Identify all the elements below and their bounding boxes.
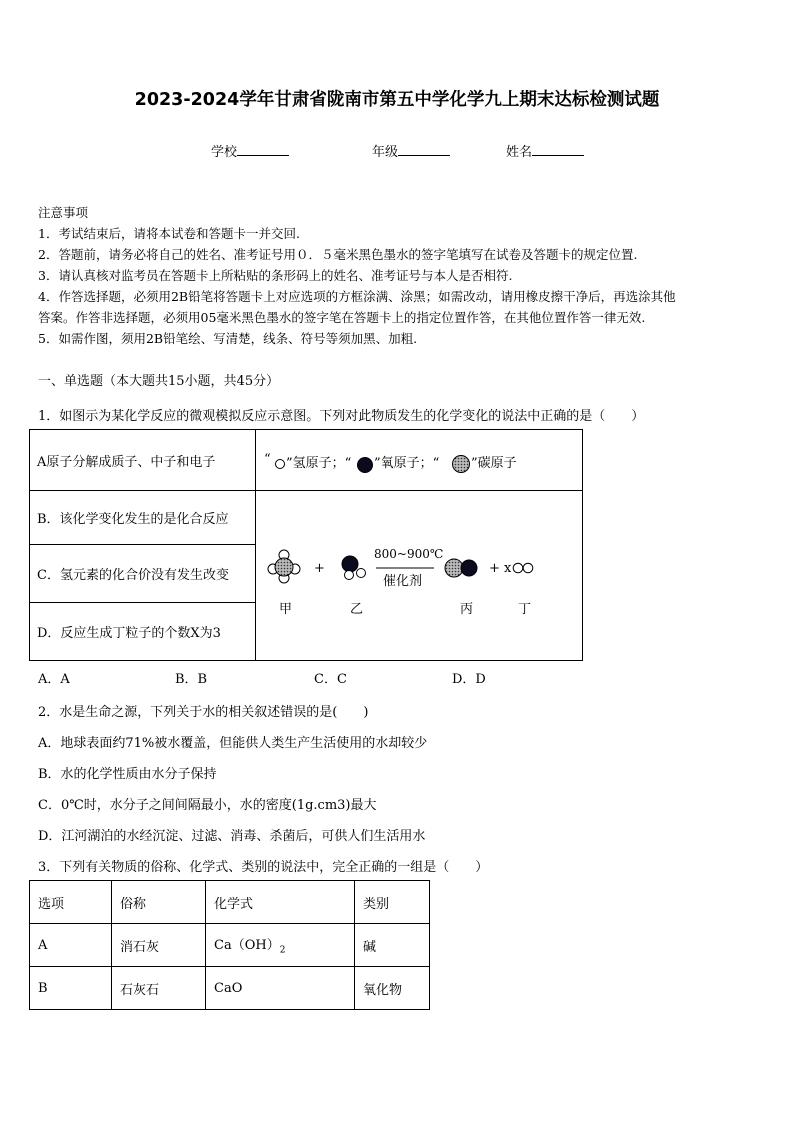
table-header-cell: 化学式 — [206, 881, 355, 924]
label-bing: 丙 — [460, 601, 474, 617]
q1-legend — [256, 430, 583, 491]
table-cell-formula — [206, 924, 355, 967]
q2-option-b[interactable]: B．水的化学性质由水分子保持 — [38, 767, 217, 782]
q1-row-d — [30, 603, 256, 661]
q1-row-d-text: D．反应生成丁粒子的个数X为3 — [37, 626, 221, 641]
section-heading: 一、单选题（本大题共15小题，共45分） — [38, 374, 280, 389]
school-field[interactable] — [211, 141, 289, 160]
table-cell: B — [30, 967, 112, 1010]
carbon-monoxide-molecule-icon — [445, 559, 477, 577]
legend-hydrogen: ”氢原子；“ — [286, 456, 352, 471]
carbon-atom-icon — [451, 454, 471, 474]
table-cell: CaO — [206, 967, 355, 1010]
q2-option-d[interactable]: D．江河湖泊的水经沉淀、过滤、消毒、杀菌后，可供人们生活用水 — [38, 829, 426, 844]
q2-option-a[interactable]: A．地球表面约71%被水覆盖，但能供人类生产生活使用的水却较少 — [38, 736, 428, 751]
table-header-cell: 俗称 — [112, 881, 206, 924]
plus-x-sign: + x — [489, 560, 512, 576]
table-cell: 碱 — [355, 924, 430, 967]
question-1-stem: 1．如图示为某化学反应的微观模拟反应示意图。下列对此物质发生的化学变化的说法中正确的是（ ） — [38, 409, 645, 424]
notice-item: 答案。作答非选择题，必须用05毫米黑色墨水的签字笔在答题卡上的指定位置作答，在其他位置作答一律无效. — [38, 310, 646, 325]
notice-item: 2．答题前，请务必将自己的姓名、准考证号用０．５毫米黑色墨水的签字笔填写在试卷及答题卡的规定位置. — [38, 247, 638, 262]
condition-temperature: 800~900℃ — [374, 546, 444, 561]
name-blank[interactable] — [532, 143, 584, 156]
page-title: 2023-2024学年甘肃省陇南市第五中学化学九上期末达标检测试题 — [134, 90, 660, 110]
q1-row-c-text: C．氢元素的化合价没有发生改变 — [37, 568, 229, 583]
student-info — [0, 141, 794, 159]
table-cell: 石灰石 — [112, 967, 206, 1010]
formula-subscript: 2 — [279, 945, 286, 956]
q1-option-a[interactable]: A．A — [38, 672, 70, 687]
notice-item: 4．作答选择题，必须用2B铅笔将答题卡上对应选项的方框涂满、涂黑；如需改动，请用橡皮擦干净后，再选涂其他 — [38, 289, 676, 304]
legend-carbon: ”碳原子 — [471, 456, 517, 471]
hydrogen-atom-icon — [274, 458, 286, 470]
q1-row-b — [30, 491, 256, 545]
q1-row-a-text: A原子分解成质子、中子和电子 — [37, 454, 216, 470]
q1-option-c[interactable]: C．C — [314, 672, 347, 687]
condition-catalyst: 催化剂 — [383, 573, 423, 589]
table-cell: A — [30, 924, 112, 967]
notice-item: 3．请认真核对监考员在答题卡上所粘贴的条形码上的姓名、准考证号与本人是否相符. — [38, 268, 513, 283]
q1-row-c — [30, 545, 256, 603]
notice-item: 5．如需作图，须用2B铅笔绘、写清楚，线条、符号等须加黑、加粗. — [38, 331, 418, 346]
table-header-cell: 选项 — [30, 881, 112, 924]
grade-label: 年级 — [372, 145, 399, 160]
q1-row-a — [30, 430, 256, 491]
question-3-stem: 3．下列有关物质的俗称、化学式、类别的说法中，完全正确的一组是（ ） — [38, 860, 489, 875]
q1-option-b[interactable]: B．B — [175, 672, 208, 687]
table-cell: 氧化物 — [355, 967, 430, 1010]
label-ding: 丁 — [518, 601, 532, 617]
q1-row-b-text: B．该化学变化发生的是化合反应 — [37, 512, 229, 527]
q2-option-c[interactable]: C．0℃时，水分子之间间隔最小，水的密度(1g.cm3)最大 — [38, 798, 377, 813]
grade-blank[interactable] — [398, 143, 450, 156]
plus-sign: + — [314, 560, 325, 576]
formula-text: Ca（OH） — [214, 938, 280, 954]
methane-molecule-icon — [268, 550, 300, 583]
notice-item: 1．考试结束后，请将本试卷和答题卡一并交回. — [38, 226, 300, 241]
label-jia: 甲 — [279, 601, 293, 617]
table-header-cell: 类别 — [355, 881, 430, 924]
name-label: 姓名 — [506, 145, 533, 160]
name-field[interactable] — [506, 141, 584, 160]
school-label: 学校 — [211, 145, 238, 160]
grade-field[interactable] — [372, 141, 450, 160]
legend-oxygen: ”氧原子；“ — [374, 456, 440, 471]
question-3-table — [29, 880, 430, 1010]
table-row — [30, 924, 430, 967]
table-row — [30, 967, 430, 1010]
hydrogen-molecule-icon — [513, 563, 533, 573]
legend-open-quote: “ — [264, 452, 271, 467]
table-header-row — [30, 881, 430, 924]
water-molecule-icon — [342, 556, 366, 580]
school-blank[interactable] — [237, 143, 289, 156]
oxygen-atom-icon — [356, 456, 374, 474]
question-1-table — [29, 429, 583, 661]
label-yi: 乙 — [350, 601, 364, 617]
table-cell: 消石灰 — [112, 924, 206, 967]
notice-heading: 注意事项 — [38, 205, 89, 220]
q1-option-d[interactable]: D．D — [452, 672, 486, 687]
reaction-diagram — [256, 491, 583, 661]
question-2-stem: 2．水是生命之源，下列关于水的相关叙述错误的是( ) — [38, 705, 369, 720]
